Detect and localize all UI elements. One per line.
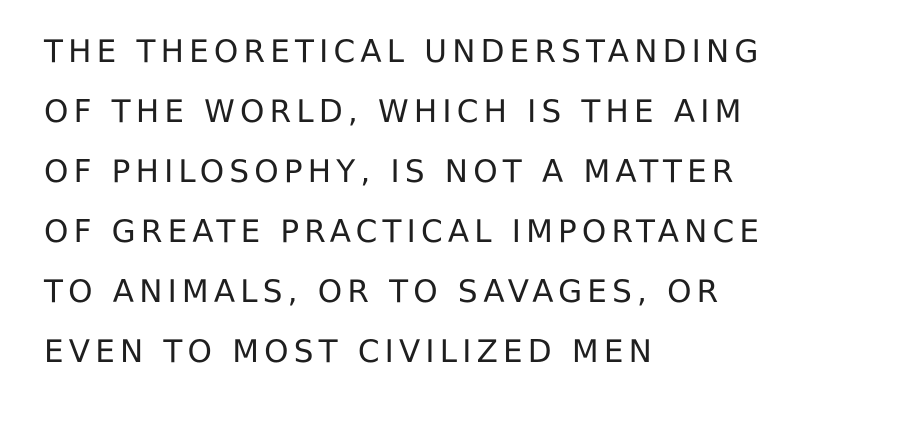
quote-line-3: OF PHILOSOPHY, IS NOT A MATTER	[44, 154, 739, 190]
quote-line-4: OF GREATE PRACTICAL IMPORTANCE	[44, 214, 765, 250]
quote-line-6: EVEN TO MOST CIVILIZED MEN	[44, 334, 658, 370]
quote-line-1: THE THEORETICAL UNDERSTANDING	[44, 34, 764, 70]
quote-line-5: TO ANIMALS, OR TO SAVAGES, OR	[44, 274, 724, 310]
quote-text-block	[44, 22, 894, 382]
quote-line-2: OF THE WORLD, WHICH IS THE AIM	[44, 94, 747, 130]
